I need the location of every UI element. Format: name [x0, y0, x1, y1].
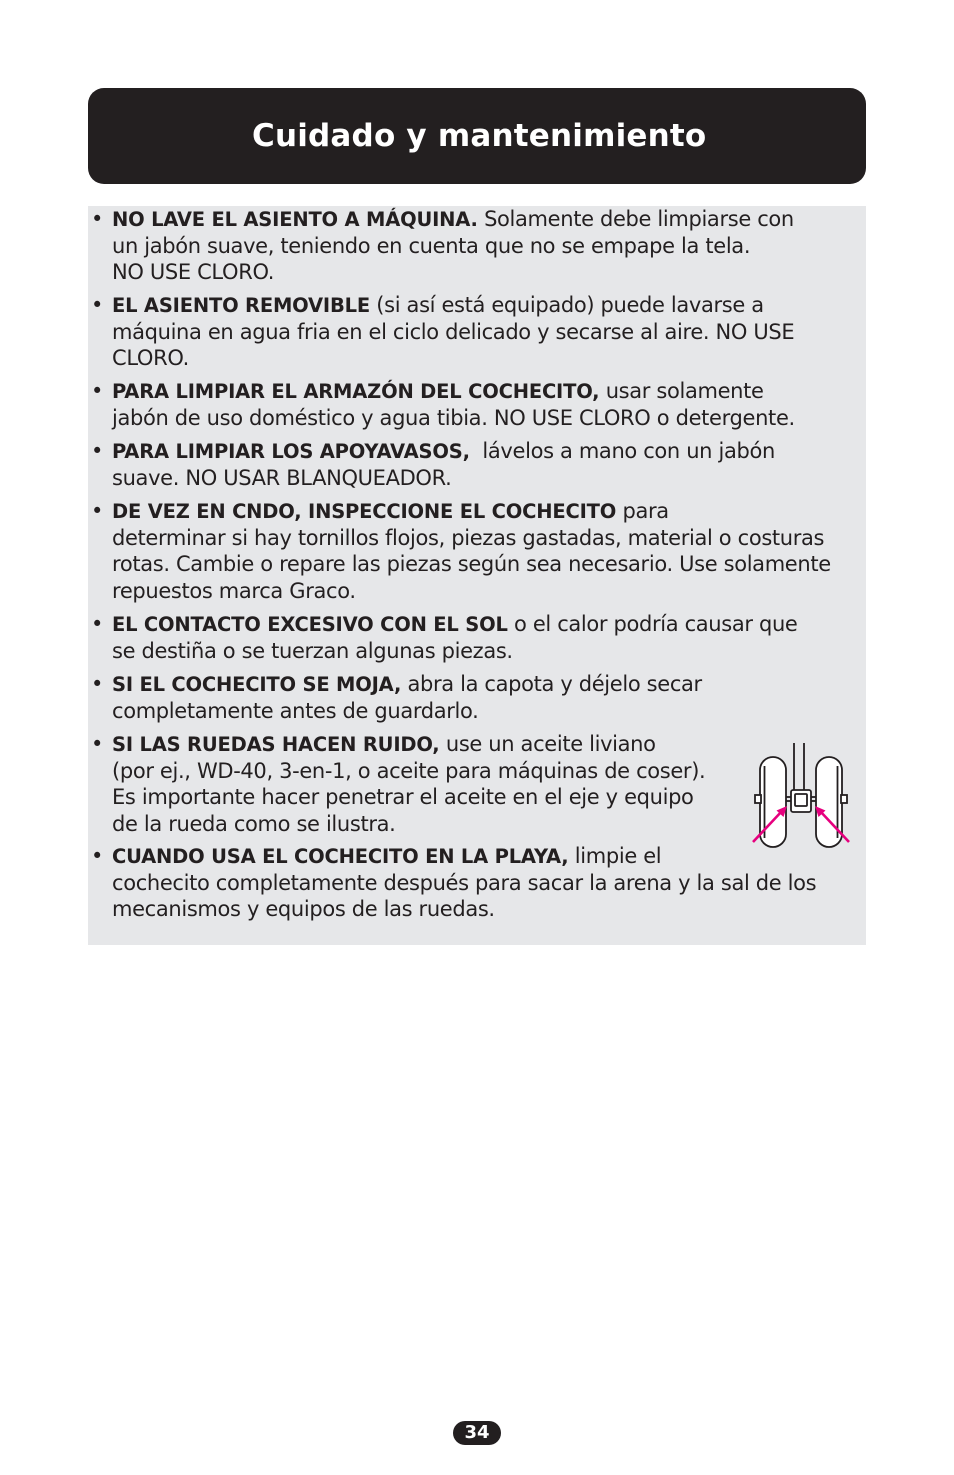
bullet: • [91, 379, 104, 403]
care-instructions-panel: • NO LAVE EL ASIENTO A MÁQUINA. Solamente debe limpiarse con un jabón suave, teniendo en cuenta que no se empape la tela. NO USE CLORO. • EL ASIENTO REMOVIBLE (si así está equipado) puede lavarse a máquina en agua fria en el ciclo delicado y secarse al aire. NO USE CLORO. • PARA LIMPIAR EL ARMAZÓN DEL COCHECITO, usar solamente jabón de uso doméstico y agua tibia. NO USE CLORO o detergente. • PARA LIMPIAR LOS APOYAVASOS, lávelos a mano con un jabón suave. NO USAR BLANQUEADOR. • DE VEZ EN CNDO, INSPECCIONE EL COCHECITO para determinar si hay tornillos flojos, piezas gastadas, material o costuras rotas. Cambie o repare las piezas según sea necesario. Use solamente repuestos marca Graco. • EL CONTACTO EXCESIVO CON EL SOL o el calor podría causar que se destiña o se tuerzan algunas piezas. • SI EL COCHECITO SE MOJA, abra la capota y déjelo secar completamente antes de guardarlo. • SI LAS RUEDAS HACEN RUIDO, use un aceite liviano (por ej., WD-40, 3-en-1, o aceite para máquinas de coser). Es importante hacer penetrar el aceite en el eje y equipo de la rueda como se ilustra. • CUANDO USA EL COCHECITO EN LA PLAYA, limpie el cochecito completamente después para sacar la arena y la sal de los mecanismos y equipos de las ruedas. [88, 206, 866, 945]
page-number-badge: 34 [453, 1421, 501, 1445]
wheel-axle-oil-icon [749, 742, 853, 852]
bullet: • [91, 612, 104, 636]
bullet: • [91, 732, 104, 756]
bullet: • [91, 439, 104, 463]
bullet: • [91, 499, 104, 523]
bullet: • [91, 844, 104, 868]
bullet: • [91, 672, 104, 696]
bullet: • [91, 293, 104, 317]
section-header [88, 88, 866, 184]
bullet: • [91, 207, 104, 231]
page-title: Cuidado y mantenimiento [252, 118, 707, 154]
